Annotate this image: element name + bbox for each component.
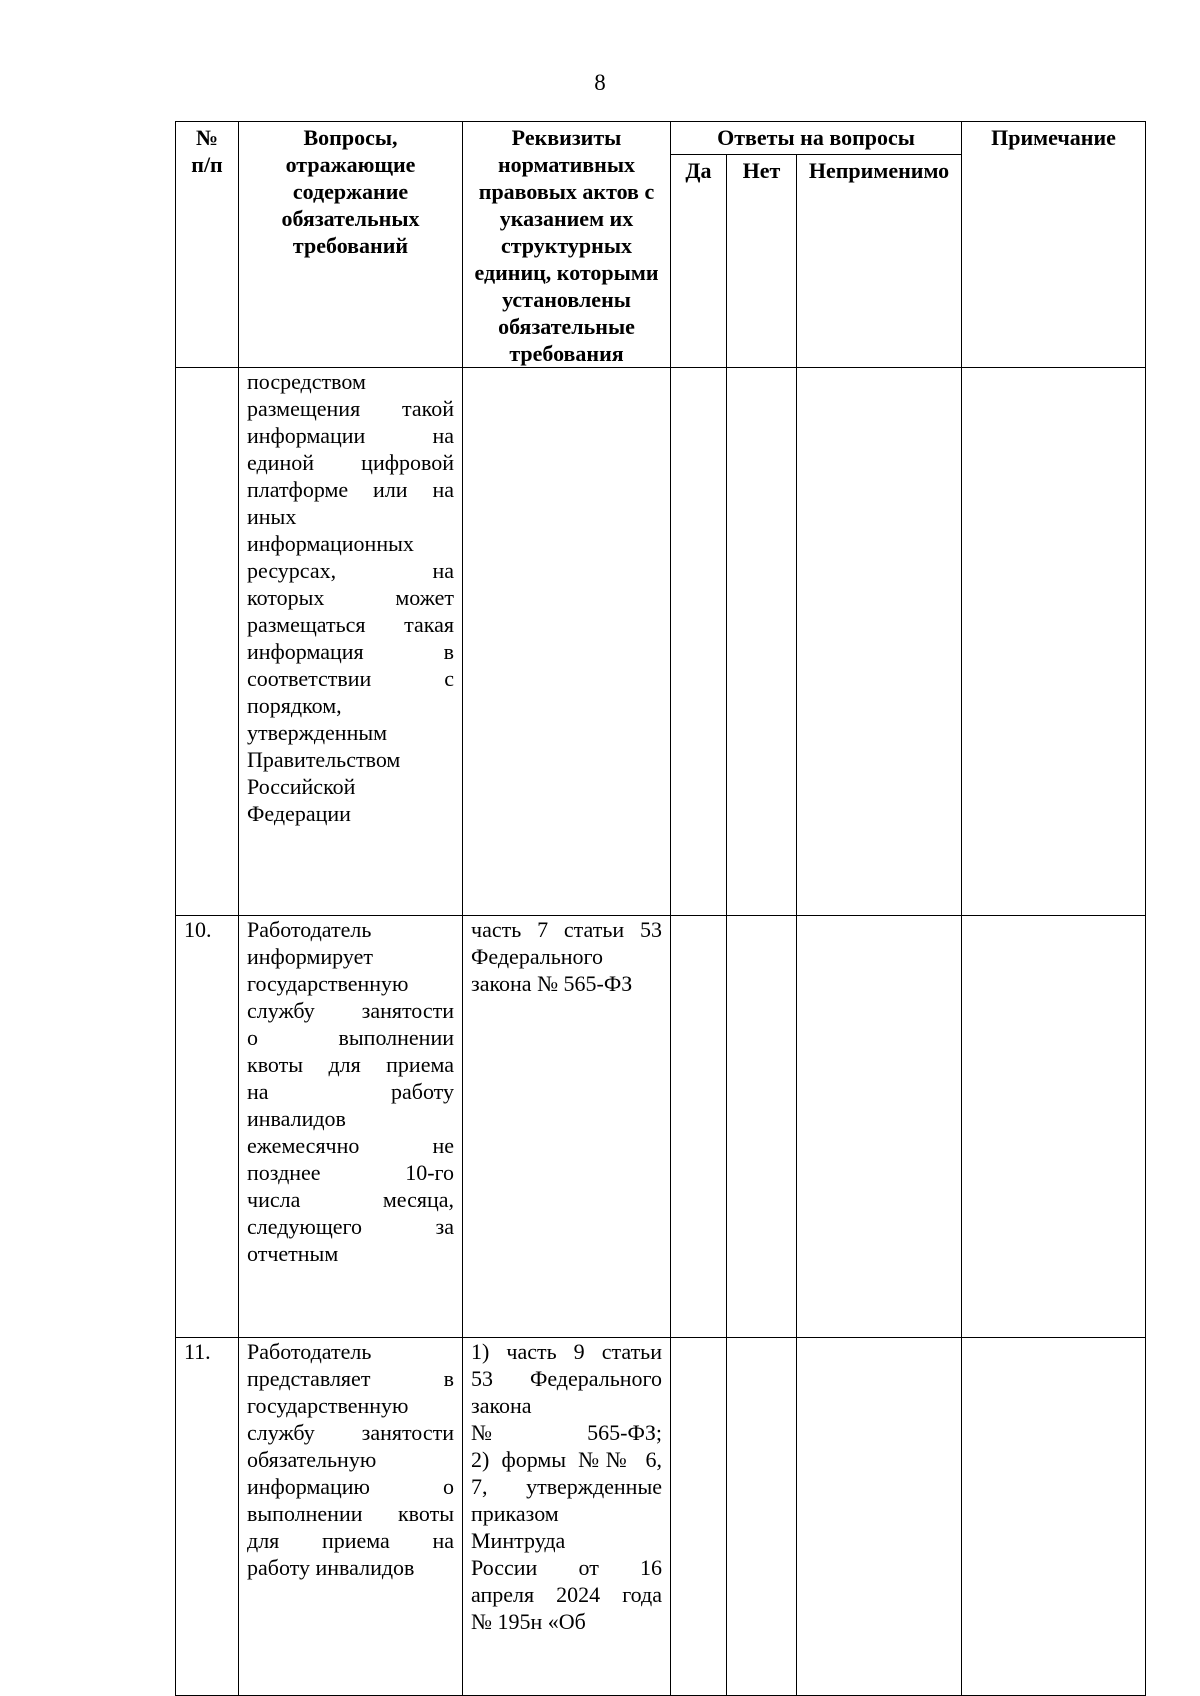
answer-not-applicable-cell[interactable] <box>797 916 962 1338</box>
cell-line: единой цифровой <box>247 450 454 475</box>
cell-line: ежемесячно не <box>247 1133 454 1159</box>
cell-line: Работодатель <box>247 917 372 943</box>
answer-not-applicable-cell[interactable] <box>797 1338 962 1696</box>
row-requisites <box>463 1338 671 1696</box>
cell-line: 53 Федерального <box>471 1366 662 1392</box>
header-not-applicable: Неприменимо <box>797 155 962 368</box>
cell-line: размещаться такая <box>247 612 454 637</box>
cell-line: выполнении квоты <box>247 1501 454 1527</box>
cell-line: соответствии с <box>247 666 454 691</box>
cell-line: утвержденным <box>247 720 388 745</box>
header-no: Нет <box>727 155 797 368</box>
cell-line: которых может <box>247 585 454 610</box>
cell-line: следующего за <box>247 1214 454 1240</box>
cell-line: иных <box>247 504 297 529</box>
cell-line: России от 16 <box>471 1555 662 1581</box>
page-number: 8 <box>594 70 606 95</box>
note-cell[interactable] <box>962 916 1146 1338</box>
row-question <box>239 916 463 1338</box>
cell-line: № 565-ФЗ; <box>471 1420 662 1446</box>
table-row <box>176 916 1146 1338</box>
cell-line: ресурсах, на <box>247 558 454 583</box>
cell-line: для приема на <box>247 1528 454 1554</box>
row-requisites <box>463 368 671 916</box>
cell-line: 2) формы №№ 6, <box>471 1447 662 1473</box>
cell-line: Федерального <box>471 944 604 970</box>
cell-line: числа месяца, <box>247 1187 454 1213</box>
cell-line: информация в <box>247 639 454 664</box>
cell-line: позднее 10-го <box>247 1160 454 1186</box>
cell-line: работу инвалидов <box>247 1555 415 1581</box>
cell-line: инвалидов <box>247 1106 346 1132</box>
cell-line: информирует <box>247 944 373 970</box>
answer-not-applicable-cell[interactable] <box>797 368 962 916</box>
cell-line: на работу <box>247 1079 454 1105</box>
cell-line: отчетным <box>247 1241 339 1267</box>
row-number: 11. <box>176 1338 239 1696</box>
note-cell[interactable] <box>962 1338 1146 1696</box>
header-question: Вопросы, отражающие содержание обязательных требований <box>239 122 463 368</box>
cell-line: посредством <box>247 369 366 394</box>
header-number: № п/п <box>176 122 239 368</box>
cell-line: государственную <box>247 971 409 997</box>
cell-line: информации на <box>247 423 454 448</box>
cell-line: платформе или на <box>247 477 454 502</box>
cell-line: государственную <box>247 1393 409 1419</box>
cell-line: службу занятости <box>247 1420 454 1446</box>
table-row <box>176 368 1146 916</box>
checklist-table <box>175 121 1146 1696</box>
answer-no-cell[interactable] <box>727 916 797 1338</box>
cell-line: приказом <box>471 1501 559 1527</box>
cell-line: информационных <box>247 531 414 556</box>
row-question <box>239 368 463 916</box>
row-number: 10. <box>176 916 239 1338</box>
note-cell[interactable] <box>962 368 1146 916</box>
answer-no-cell[interactable] <box>727 1338 797 1696</box>
cell-line: Российской <box>247 774 356 799</box>
answer-yes-cell[interactable] <box>671 368 727 916</box>
cell-line: Работодатель <box>247 1339 372 1365</box>
answer-yes-cell[interactable] <box>671 1338 727 1696</box>
header-requisites: Реквизиты нормативных правовых актов с указанием их структурных единиц, которыми установлены обязательные требования <box>463 122 671 368</box>
cell-line: обязательную <box>247 1447 377 1473</box>
cell-line: закона № 565-ФЗ <box>471 971 633 997</box>
cell-line: представляет в <box>247 1366 454 1392</box>
table-row <box>176 1338 1146 1696</box>
header-answers: Ответы на вопросы <box>671 122 962 155</box>
row-question <box>239 1338 463 1696</box>
cell-line: апреля 2024 года <box>471 1582 662 1608</box>
cell-line: № 195н «Об <box>471 1609 586 1635</box>
header-yes: Да <box>671 155 727 368</box>
cell-line: службу занятости <box>247 998 454 1024</box>
cell-line: порядком, <box>247 693 342 718</box>
table-body <box>176 368 1146 1696</box>
cell-line: информацию о <box>247 1474 454 1500</box>
cell-line: размещения такой <box>247 396 454 421</box>
header-note: Примечание <box>962 122 1146 368</box>
row-requisites <box>463 916 671 1338</box>
cell-line: о выполнении <box>247 1025 454 1051</box>
cell-line: закона <box>471 1393 532 1419</box>
cell-line: 7, утвержденные <box>471 1474 662 1500</box>
cell-line: Правительством <box>247 747 401 772</box>
cell-line: 1) часть 9 статьи <box>471 1339 662 1365</box>
cell-line: квоты для приема <box>247 1052 454 1078</box>
answer-no-cell[interactable] <box>727 368 797 916</box>
answer-yes-cell[interactable] <box>671 916 727 1338</box>
row-number <box>176 368 239 916</box>
cell-line: Минтруда <box>471 1528 566 1554</box>
cell-line: часть 7 статьи 53 <box>471 917 662 943</box>
cell-line: Федерации <box>247 801 351 826</box>
